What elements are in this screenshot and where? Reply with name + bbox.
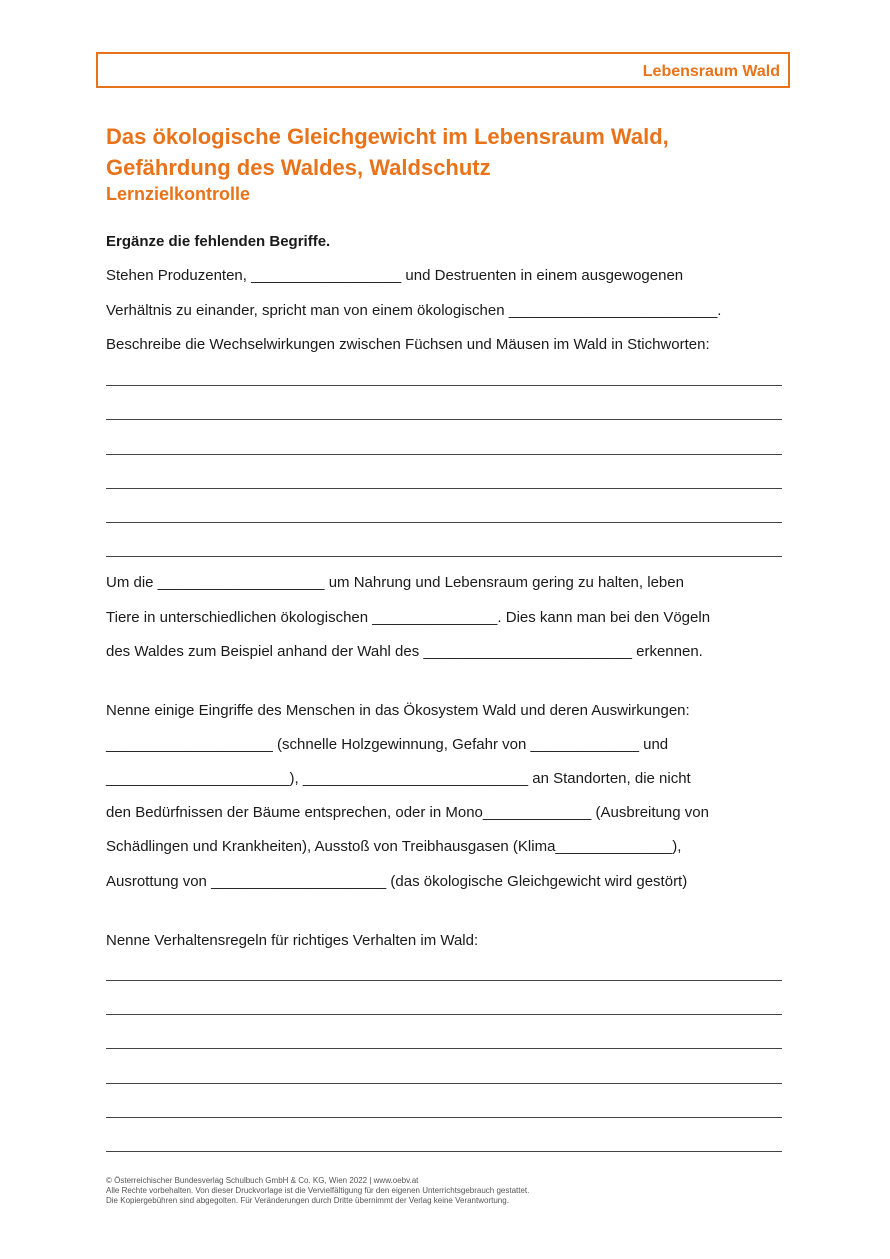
instruction: Ergänze die fehlenden Begriffe. <box>106 233 331 250</box>
header-label: Lebensraum Wald <box>642 63 780 80</box>
footer-line-2: Alle Rechte vorbehalten. Von dieser Druckvorlage ist die Vervielfältigung für den eigenen Unterrichtsgebrauch gestattet. <box>106 1186 530 1195</box>
footer-line-3: Die Kopiergebühren sind abgegolten. Für Veränderungen durch Dritte übernimmt der Verlag keine Verantwortung. <box>106 1196 509 1205</box>
cloze-line: Verhältnis zu einander, spricht man von einem ökologischen _________________________. <box>106 302 722 319</box>
answer-line[interactable] <box>106 1048 782 1049</box>
cloze-line: Schädlingen und Krankheiten), Ausstoß von Treibhausgasen (Klima______________), <box>106 838 682 855</box>
cloze-line: ____________________ (schnelle Holzgewinnung, Gefahr von _____________ und <box>106 736 669 753</box>
answer-line[interactable] <box>106 419 782 420</box>
task-prompt: Beschreibe die Wechselwirkungen zwischen Füchsen und Mäusen im Wald in Stichworten: <box>106 336 710 353</box>
answer-line[interactable] <box>106 980 782 981</box>
answer-line[interactable] <box>106 1117 782 1118</box>
answer-line[interactable] <box>106 1014 782 1015</box>
answer-line[interactable] <box>106 1151 782 1152</box>
header-box <box>96 52 790 88</box>
cloze-line: Stehen Produzenten, __________________ und Destruenten in einem ausgewogenen <box>106 267 684 284</box>
cloze-line: des Waldes zum Beispiel anhand der Wahl des _________________________ erkennen. <box>106 643 703 660</box>
answer-line[interactable] <box>106 488 782 489</box>
answer-line[interactable] <box>106 1083 782 1084</box>
worksheet-subtitle: Lernzielkontrolle <box>106 184 251 204</box>
copyright-footer <box>106 1176 529 1206</box>
title-line-2: Gefährdung des Waldes, Waldschutz <box>106 155 491 180</box>
cloze-line: Um die ____________________ um Nahrung und Lebensraum gering zu halten, leben <box>106 574 684 591</box>
task-prompt: Nenne einige Eingriffe des Menschen in das Ökosystem Wald und deren Auswirkungen: <box>106 702 690 719</box>
task-prompt: Nenne Verhaltensregeln für richtiges Verhalten im Wald: <box>106 932 479 949</box>
cloze-line: ______________________), ___________________________ an Standorten, die nicht <box>106 770 691 787</box>
footer-line-1: © Österreichischer Bundesverlag Schulbuch GmbH & Co. KG, Wien 2022 | www.oebv.at <box>106 1176 419 1185</box>
title-line-1: Das ökologische Gleichgewicht im Lebensraum Wald, <box>106 124 669 149</box>
worksheet-title <box>106 121 806 183</box>
answer-line[interactable] <box>106 556 782 557</box>
cloze-line: Tiere in unterschiedlichen ökologischen _______________. Dies kann man bei den Vögeln <box>106 609 711 626</box>
cloze-line: Ausrottung von _____________________ (das ökologische Gleichgewicht wird gestört) <box>106 873 688 890</box>
answer-line[interactable] <box>106 454 782 455</box>
answer-line[interactable] <box>106 522 782 523</box>
cloze-line: den Bedürfnissen der Bäume entsprechen, oder in Mono_____________ (Ausbreitung von <box>106 804 709 821</box>
answer-line[interactable] <box>106 385 782 386</box>
